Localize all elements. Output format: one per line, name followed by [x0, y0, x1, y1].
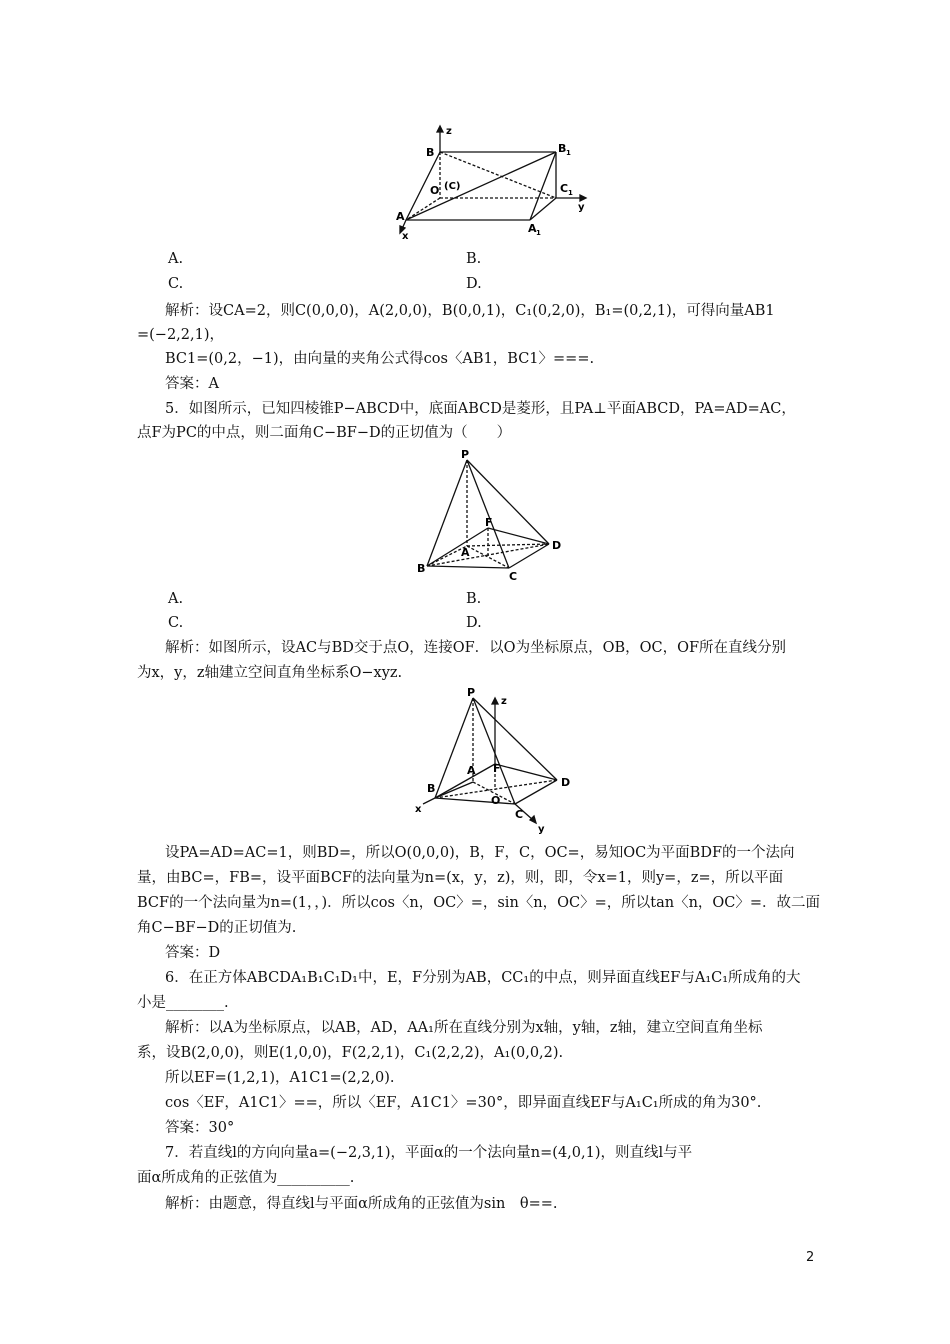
fig1-label-a1: A	[528, 222, 537, 235]
fig3-label-o: O	[491, 794, 501, 807]
q5-solution-line2: 为x，y，z轴建立空间直角坐标系O−xyz.	[137, 665, 403, 681]
fig1-sub-c1: 1	[568, 189, 573, 197]
fig1-label-b: B	[426, 146, 435, 159]
q6-answer: 答案：30°	[165, 1120, 235, 1136]
fig3-label-x: x	[415, 804, 422, 815]
fig1-sub-b1: 1	[566, 149, 571, 157]
q6-stem-line2: 小是________.	[137, 995, 229, 1011]
fig2-label-p: P	[461, 448, 470, 461]
q5-solution-line3: 设PA=AD=AC=1，则BD=，所以O(0,0,0)，B，F，C，OC=，易知OC为平面BDF的一个法向	[165, 845, 795, 861]
figure-pyramid	[415, 446, 575, 586]
q4-solution-line3: BC1=(0,2，−1)，由向量的夹角公式得cos〈AB1，BC1〉===.	[165, 351, 595, 367]
fig1-label-a: A	[396, 210, 405, 223]
figure-pyramid-axes	[405, 686, 580, 838]
q5-option-c: C.	[168, 615, 184, 631]
fig3-label-b: B	[427, 782, 436, 795]
fig2-label-f: F	[485, 516, 493, 529]
fig1-label-x: x	[402, 231, 409, 240]
q5-solution-line5: BCF的一个法向量为n=(1，，)．所以cos〈n，OC〉=，sin〈n，OC〉=，所以tan〈n，OC〉=．故二面	[137, 895, 821, 911]
fig1-label-b1: B	[558, 142, 567, 155]
fig2-label-b: B	[417, 562, 426, 575]
q6-solution-line1: 解析：以A为坐标原点，以AB，AD，AA₁所在直线分别为x轴，y轴，z轴，建立空间直角坐标	[165, 1020, 763, 1036]
q4-solution-line1: 解析：设CA=2，则C(0,0,0)，A(2,0,0)，B(0,0,1)，C₁(0,2,0)，B₁=(0,2,1)，可得向量AB1	[165, 303, 775, 319]
q6-solution-line3: 所以EF=(1,2,1)，A1C1=(2,2,0).	[165, 1070, 395, 1086]
fig3-label-p: P	[467, 686, 476, 699]
fig1-label-o: O	[430, 184, 440, 197]
fig2-label-c: C	[509, 570, 518, 583]
q7-stem-line2: 面α所成角的正弦值为__________.	[137, 1170, 355, 1186]
q5-stem-line1: 5．如图所示，已知四棱锥P−ABCD中，底面ABCD是菱形，且PA⊥平面ABCD，PA=AD=AC，	[165, 401, 796, 417]
fig3-label-a: A	[467, 764, 476, 777]
fig3-label-y: y	[538, 824, 545, 835]
q5-solution-line1: 解析：如图所示，设AC与BD交于点O，连接OF．以O为坐标原点，OB，OC，OF所在直线分别	[165, 640, 787, 656]
fig1-label-c1: C	[560, 182, 569, 195]
fig3-label-f: F	[493, 762, 501, 775]
q7-stem-line1: 7．若直线l的方向向量a=(−2,3,1)，平面α的一个法向量n=(4,0,1)，则直线l与平	[165, 1145, 693, 1161]
q6-solution-line4: cos〈EF，A1C1〉==，所以〈EF，A1C1〉=30°，即异面直线EF与A₁C₁所成的角为30°.	[165, 1095, 762, 1111]
fig3-label-d: D	[561, 776, 571, 789]
figure-prism	[392, 122, 592, 240]
q4-option-b: B.	[466, 251, 482, 267]
q6-stem-line1: 6．在正方体ABCDA₁B₁C₁D₁中，E，F分别为AB，CC₁的中点，则异面直线EF与A₁C₁所成角的大	[165, 970, 801, 986]
q4-answer: 答案：A	[165, 376, 219, 392]
q4-option-d: D.	[466, 276, 482, 292]
page-number: 2	[806, 1250, 815, 1265]
fig1-label-c: (C)	[444, 181, 461, 192]
q5-solution-line4: 量，由BC=，FB=，设平面BCF的法向量为n=(x，y，z)，则，即，令x=1，则y=，z=，所以平面	[137, 870, 784, 886]
q4-option-c: C.	[168, 276, 184, 292]
q5-option-b: B.	[466, 591, 482, 607]
fig2-label-d: D	[552, 539, 562, 552]
fig1-label-y: y	[578, 202, 585, 213]
q5-answer: 答案：D	[165, 945, 221, 961]
q4-option-a: A.	[168, 251, 184, 267]
q6-solution-line2: 系，设B(2,0,0)，则E(1,0,0)，F(2,2,1)，C₁(2,2,2)，A₁(0,0,2).	[137, 1045, 564, 1061]
fig1-sub-a1: 1	[536, 229, 541, 237]
q5-option-a: A.	[168, 591, 184, 607]
q4-solution-line2: =(−2,2,1)，	[137, 327, 225, 343]
fig2-label-a: A	[461, 546, 470, 559]
q5-stem-line2: 点F为PC的中点，则二面角C−BF−D的正切值为（ ）	[137, 425, 512, 441]
q5-solution-line6: 角C−BF−D的正切值为.	[137, 920, 297, 936]
fig1-label-z: z	[446, 126, 452, 137]
q7-solution-line1: 解析：由题意，得直线l与平面α所成角的正弦值为sin θ==.	[165, 1196, 558, 1212]
q5-option-d: D.	[466, 615, 482, 631]
fig3-label-c: C	[515, 808, 524, 821]
fig3-label-z: z	[501, 696, 507, 707]
